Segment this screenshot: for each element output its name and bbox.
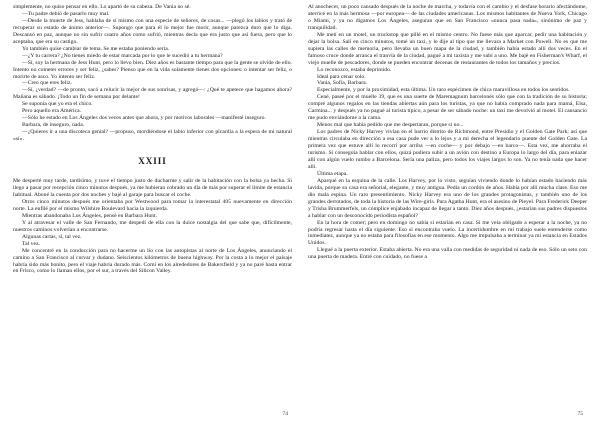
paragraph: Algunas cartas, sí, tal vez. (22, 233, 82, 240)
left-page-text-before (13, 4, 292, 143)
paragraph: Pero aquello era América. (22, 108, 82, 115)
right-page-text (308, 4, 587, 261)
paragraph: Menos mal que había pedido que me despertaran, porque si no... (317, 122, 464, 129)
paragraph: Y al atravesar el valle de San Fernando, me despedí de ella con la dulce nostalgia del que sabe que, difícilmente, nuestros caminos volverían a encontrarse. (13, 219, 292, 233)
paragraph: —Creo que eres feliz. (22, 80, 72, 87)
paragraph: Me desperté muy tarde, tardísimo, y tuve el tiempo justo de ducharme y salir de la habitación con la bolsa ya hecha. Si llego a pasar por recepción cinco minutos después, ya me hubieran cobrado un día de más por superar el límite de estancia habitual. Aboné la cuenta por dos noches y bajé al garaje para buscar el coche. (13, 178, 292, 198)
paragraph: Última etapa. (317, 170, 348, 177)
paragraph: —Tu padre debió de pasarlo muy mal. (22, 10, 110, 17)
paragraph: —Sí, soy la hermana de Jess Hunt, pero lo llevo bien. Diez años es bastante tiempo para que la gente se olvide de ello. Intento no cometer errores y ser feliz, ¿sabes? Pienso que en la vida solamente tienes dos opciones: o intentar ser feliz, o morirte de asco. Yo intento ser feliz. (13, 59, 292, 80)
paragraph: Lo reconozco, estaba deprimido. (317, 66, 392, 73)
paragraph: —¿Quieres ir a una discoteca genial? —propuso, mordiéndose el labio inferior con picardía a la espera de mi natural «sí». (13, 129, 292, 143)
paragraph: Se suponía que yo era el chico. (22, 101, 93, 108)
right-page (308, 4, 587, 420)
paragraph: Los padres de Nicky Harvey vivían en el barrio distrito de Richmond, entre Presidio y el Golden Gate Park; así que mientras circulaba en dirección a esa casa pude ver a lo lejos y a mi derecha el legendario puente del Golden Gate. La primera vez que estuve allí lo recorrí por arriba —en coche— y por debajo —en barco—. Esta vez, me ahorraba el turismo. Si conseguía hablar con ellos, quizá pudiera subir a un avión con destino a Europa lo largo del día, para enlazar allí con algún vuelo rumbo a Barcelona. Sería una paliza, pero todos los viajes largos lo son. Ya no tenía nada que hacer allí. (308, 129, 587, 170)
paragraph: Llegué a la puerta exterior. Estaba abierta. No era una valla con medidas de seguridad ni nada de eso. Sólo un seto con una puerta de madera. Entré con cuidado, no fuese a (308, 247, 587, 261)
paragraph: Barbara, de inseguro, nada. (22, 122, 85, 129)
paragraph: Me concentré en la conducción para no hacerme un lío con las autopistas al norte de Los Ángeles, anunciando el camino a San Francisco al curvar y dudano. Seiscientos kilómetros de buena highway. Por la costa a lo mejor el paisaje habría sido más bonito, pero el viaje habría durado más. Comí en los alrededores de Bakersfield y ya no paré hasta entrar en Frisco, como lo llaman ellos, por el sur, a través del Silicon Valley. (13, 247, 292, 275)
paragraph: Otros cinco minutos después me orientaba por Westwood para tomar la interestatal 405 nuevamente en dirección norte. La enfilé por el mismo Wilshire Boulevard hacia la izquierda. (13, 198, 292, 212)
paragraph: Yo también quise cambiar de tema. Se me estaba poniendo seria. (22, 45, 170, 52)
paragraph: Cené, paseé por el muelle 39, que es una suerte de Maremagnum barcelonés sólo que con la tradición de su historia; compré algunos regalos en las tiendas abiertas aún para los turistas, ya que no había comprado nada para mamá, Elsa, Carmina... y después ya no pagué al turista típico, a pesar de ser sábado noche: un taxi me devolvió al motel. El cansancio me pudo enviándome a la cama. (308, 94, 587, 122)
left-page (13, 4, 292, 420)
paragraph: —Sólo he estado en Los Ángeles dos veces antes que ahora, y por motivos laborales —manifesté inseguro. (22, 115, 266, 122)
paragraph: Aparqué en la esquina de la calle. Los Harvey, por lo visto, seguían viviendo donde lo habían estado haciendo más lavida, porque su casa era señorial, elegante, y muy antigua. Pedía un cordón de años. Había por allí mucha clase. Eso me dio mala espina. Un raro presentimiento. Nicky Harvey era uno de los grandes protagonistas, y también uno de los grandes derrotados, de toda la historia de las Wire-girls. Para Agatha Hunt, era el asesino de Pieyel. Para Frederick Deeper y Trisha Brummerfels, un cómplice enjabado incapaz de llegar a tanto. Diez años después, ¿estarían sus padres dispuestos a hablar con un desconocido periodista español? (308, 177, 587, 219)
paragraph: En la hora de comer; pero en domingo no sabía si estarían en casa. Si me veía obligado a esperar a la noche, ya no podría regresar hasta el día siguiente. Eso si encontraba vuelo. La incertidumbre en mí trabajo suele entenderse como inmediatez, aunque ya no estaba para filosofías en ese momento. Algo me impulsaba a terminar ya mi estancia en Estados Unidos. (308, 219, 587, 247)
paragraph: Al anochecer, un poco cansado después de la noche de marcha, y todavía con el cambio y el desfase horario afectándome, aterricé en la más hermosa —por europea— de las ciudades americanas. Los mismos habitantes de Nueva York, Chicago o Miami, y ya no digamos Los Ángeles, aseguran que en San Francisco «nunca pasa nada», sinónimo de paz y tranquilidad. (308, 4, 587, 31)
chapter-title: XXIII (138, 156, 167, 167)
paragraph: —Sí, ¿verdad? —de pronto, sacó a relucir la mejor de sus sonrisas, y agregó—: ¿Qué te apetece que hagamos ahora? Mañana es sábado. ¡Todo un fin de semana por delante! (13, 87, 292, 101)
paragraph: simplemente, no quiso pensar en ello. Lo apartó de su cabeza. De Vania no sé. (13, 4, 191, 10)
paragraph: Vania, Sofía, Barbara. (317, 80, 368, 87)
paragraph: Mientras abandonaba Los Ángeles, pensé en Barbara Hunt. (22, 212, 158, 219)
paragraph: Especialmente, y por la proximidad, esta última. Un raro espécimen de chica maravillosa en todos los sentidos. (317, 87, 570, 94)
page-number: 75 (577, 411, 583, 417)
paragraph: —Desde la muerte de Jess, hablaba de sí mismo con una especie de señores, de cosas... —plegó los labios y trató de recuperar su estado de ánimo anterior—. Supongo que para él lo mejor fue morir, aunque parezca duro que lo diga. Descansó en paz, aunque no sin sufrir cuatro años como sufrió, mientras decía que era justo que así fuera, pero que lo aceptaba, que era su castigo. (13, 17, 292, 45)
paragraph: Me metí en un motel, un truckstop que pillé en el mismo centro. No fuese más que aparcar, pedir una habitación y dejar la bolsa. Salí en cinco minutos, tomé un taxi, y le dije al tipo que me llevara a Market con Powell. No es que me supiera las calles de memoria, pero llevaba un buen mapa de la ciudad, y también había estado allí dos veces. En el famoso cruce donde arranca el tranvía de la ciudad, pagué a mi taxista y me subí a uno. Me bajé en Fisherman's Wharf, el viejo muelle de pescadores, donde se pueden encontrar decenas de restaurantes de todos los tamaños y precios. (308, 31, 587, 66)
paragraph: Tal vez. (22, 240, 40, 247)
page-number: 74 (282, 411, 288, 417)
paragraph: Ideal para cenar solo. (317, 73, 366, 80)
paragraph: —¿Y tu carrera? ¿No tienes miedo de estar marcada por lo que le sucedió a tu hermana? (22, 52, 223, 59)
left-page-text-after (13, 178, 292, 275)
